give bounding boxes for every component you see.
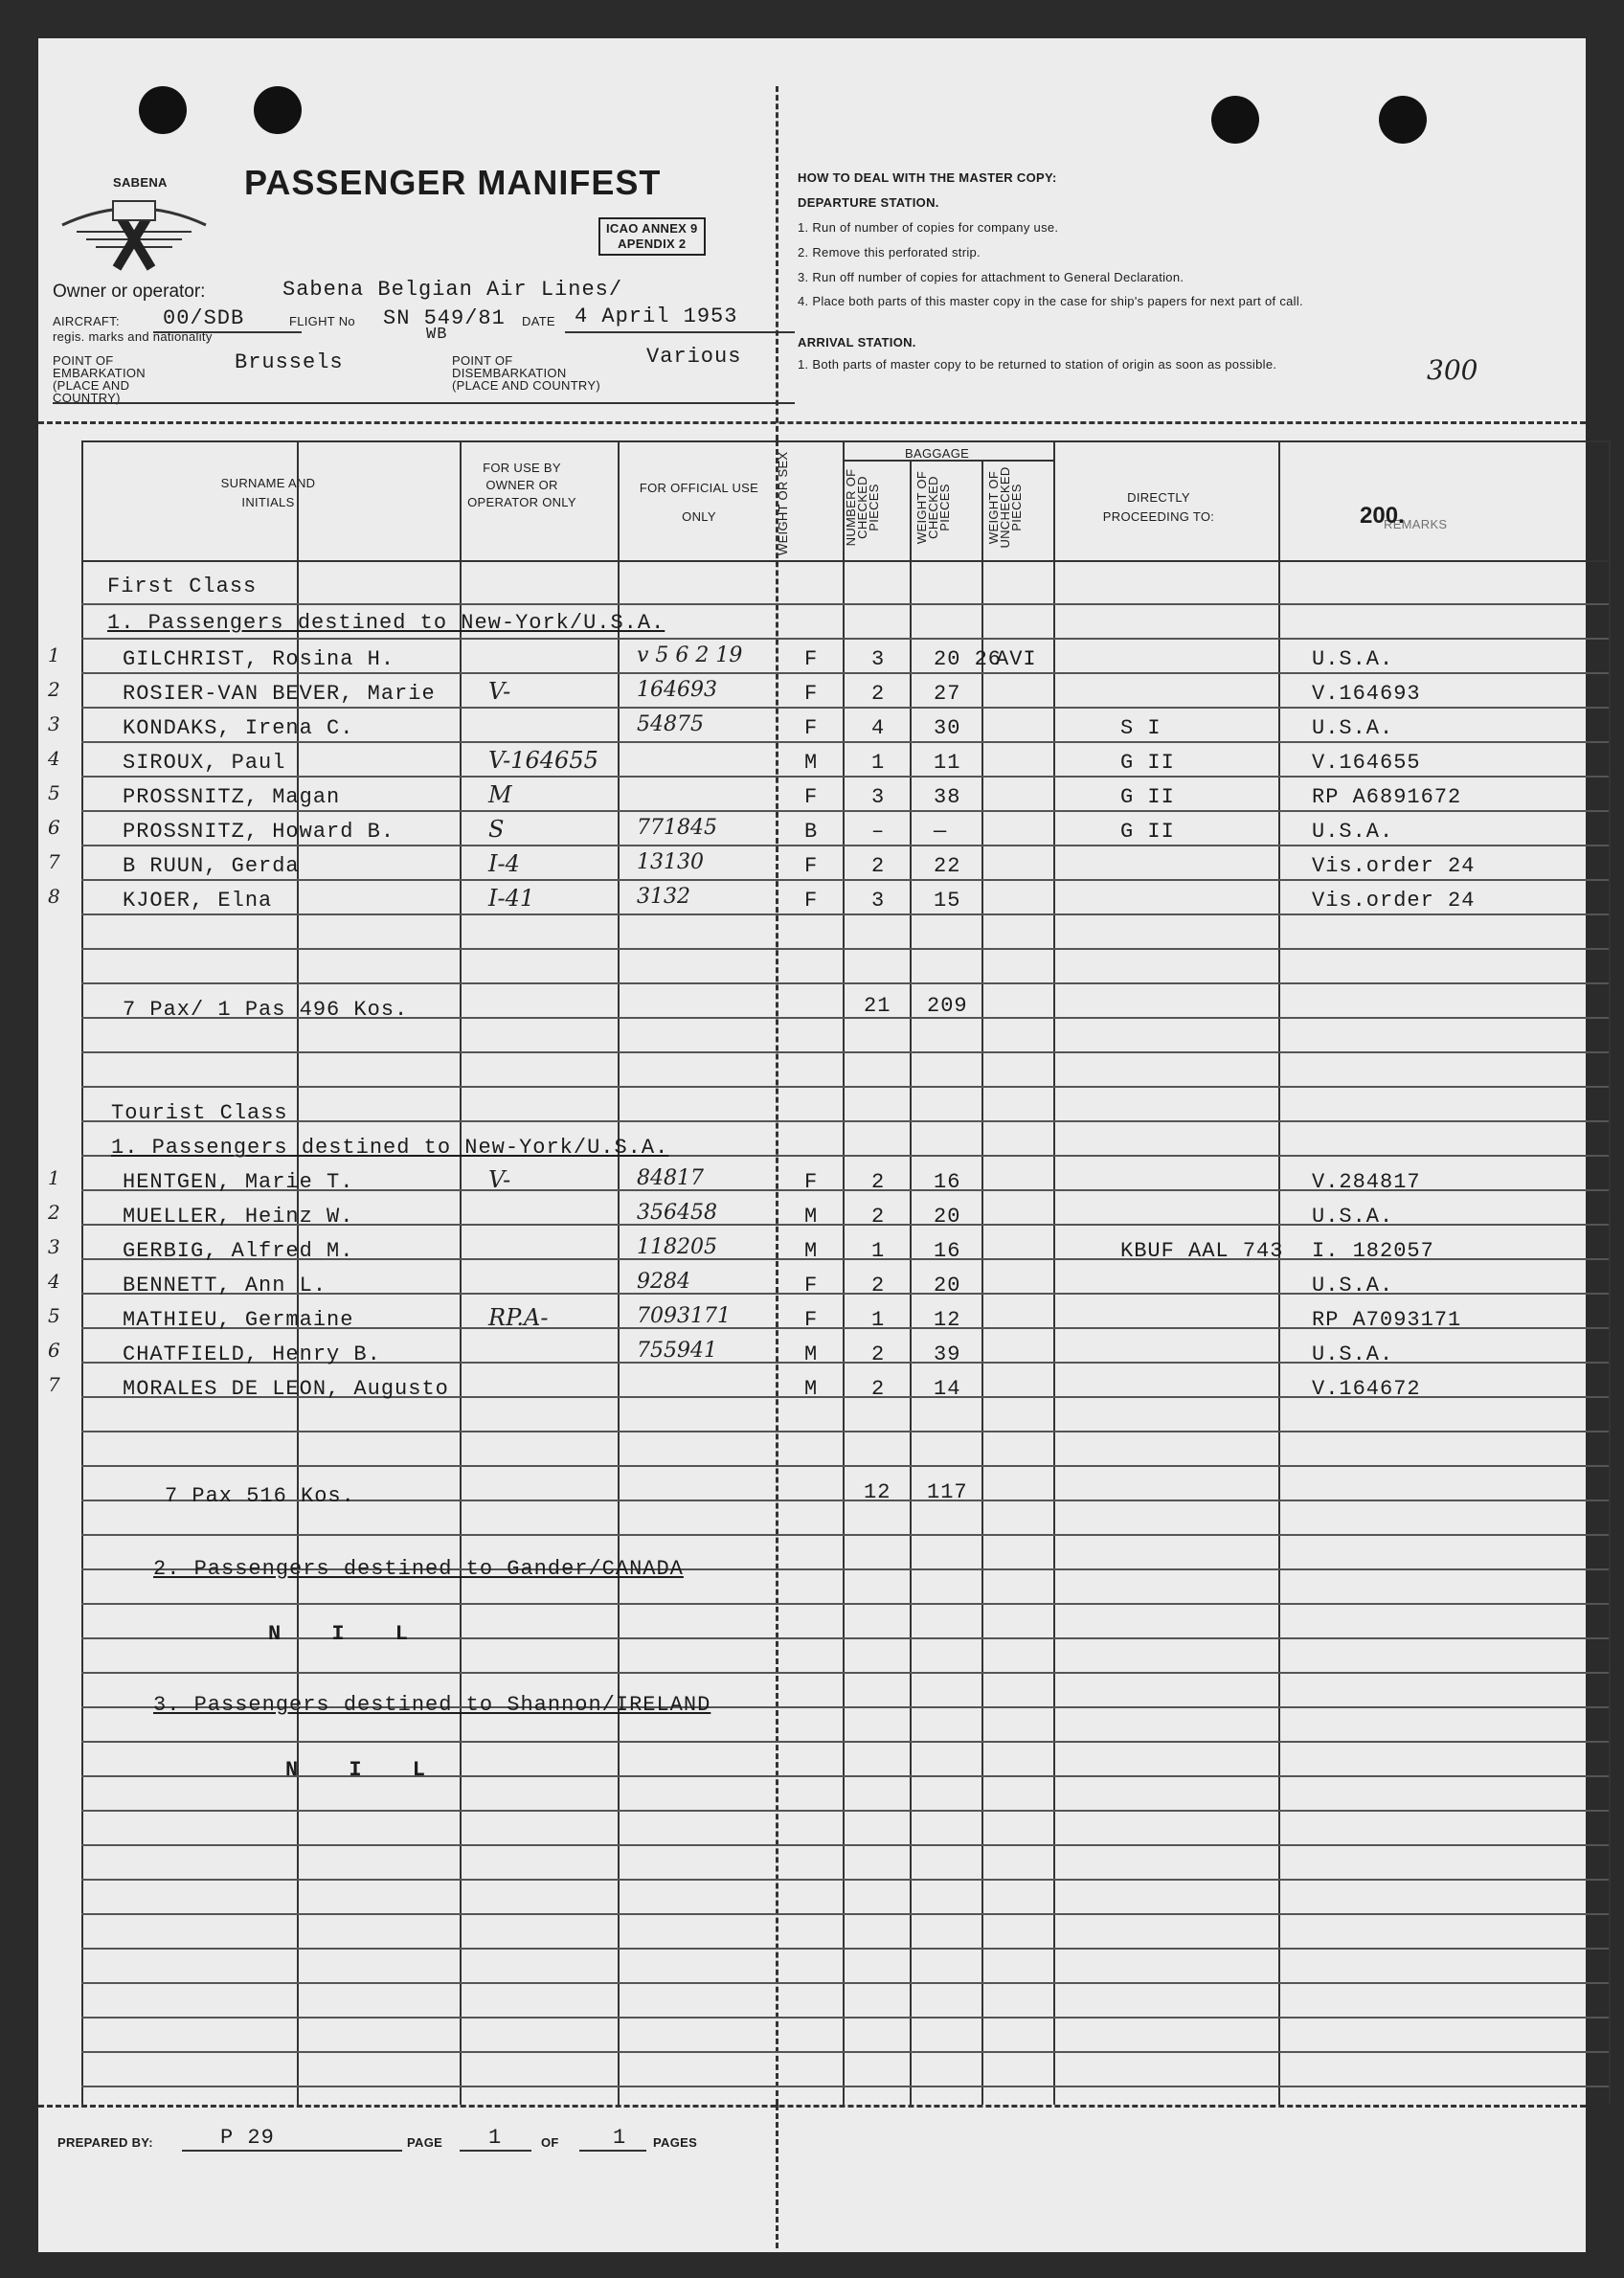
cell-official: 13130 <box>637 850 704 874</box>
cell-weight: 12 <box>934 1308 961 1332</box>
cell-name: GILCHRIST, Rosina H. <box>123 647 395 671</box>
cell-pieces: 3 <box>871 647 886 671</box>
first-class-total-pieces: 21 <box>864 994 891 1018</box>
cell-pieces: 2 <box>871 1342 886 1366</box>
cell-owner: I-41 <box>488 885 535 912</box>
icao-line1: ICAO ANNEX 9 <box>606 221 698 236</box>
ruled-lines <box>81 38 1609 2145</box>
cell-weight: 20 <box>934 1205 961 1229</box>
aircraft-value: 00/SDB <box>163 306 245 330</box>
cell-official: 9284 <box>637 1270 690 1294</box>
cell-official: 755941 <box>637 1339 717 1363</box>
shannon-dest: 3. Passengers destined to Shannon/IRELAND <box>153 1693 711 1717</box>
cell-weight: 20 26 <box>934 647 1003 671</box>
cell-n: 7 <box>48 1373 60 1396</box>
tourist-class-total: 7 Pax 516 Kos. <box>165 1484 355 1508</box>
cell-pieces: 2 <box>871 854 886 878</box>
cell-owner: V- <box>488 678 511 705</box>
cell-sex: M <box>804 751 819 775</box>
col-owner-header: FOR USE BY OWNER OR OPERATOR ONLY <box>467 461 576 509</box>
cell-remarks: RP A7093171 <box>1312 1308 1462 1332</box>
col-name-header: SURNAME AND INITIALS <box>220 476 316 509</box>
cell-name: SIROUX, Paul <box>123 751 286 775</box>
cell-n: 4 <box>48 1270 60 1293</box>
cell-pieces: 3 <box>871 889 886 913</box>
cell-direct: G II <box>1120 751 1175 775</box>
cell-direct: G II <box>1120 785 1175 809</box>
cell-pieces: 2 <box>871 1170 886 1194</box>
instructions-title: HOW TO DEAL WITH THE MASTER COPY: <box>798 170 1057 185</box>
col-official-header: FOR OFFICIAL USE ONLY <box>639 481 759 524</box>
prepared-label: PREPARED BY: <box>57 2135 153 2150</box>
instructions-departure: DEPARTURE STATION. <box>798 195 939 210</box>
first-class-total-weight: 209 <box>927 994 968 1018</box>
cell-name: MORALES DE LEON, Augusto <box>123 1377 449 1401</box>
instructions-step3: 3. Run off number of copies for attachment to General Declaration. <box>798 270 1184 284</box>
cell-owner: M <box>488 781 512 808</box>
page-value: 1 <box>488 2126 503 2150</box>
cell-direct: S I <box>1120 716 1162 740</box>
disembark-value: Various <box>646 345 742 369</box>
manifest-sheet <box>38 38 1586 2252</box>
cell-official: 54875 <box>637 712 704 736</box>
cell-weight: 39 <box>934 1342 961 1366</box>
cell-pieces: 2 <box>871 682 886 706</box>
logo-text: SABENA <box>113 175 168 190</box>
cell-remarks: V.164672 <box>1312 1377 1421 1401</box>
col-directly-header: DIRECTLY PROCEEDING TO: <box>1102 490 1215 524</box>
pages-label: PAGES <box>653 2135 698 2150</box>
cell-pieces: 2 <box>871 1205 886 1229</box>
cell-remarks: V.284817 <box>1312 1170 1421 1194</box>
embark-label: POINT OF EMBARKATION (PLACE AND COUNTRY) <box>53 353 146 405</box>
cell-sex: F <box>804 889 819 913</box>
cell-pieces: 1 <box>871 1308 886 1332</box>
cell-name: MATHIEU, Germaine <box>123 1308 354 1332</box>
instructions-step4: 4. Place both parts of this master copy in the case for ship's papers for next part of call. <box>798 294 1303 308</box>
cell-weight: 11 <box>934 751 961 775</box>
tourist-class-dest: 1. Passengers destined to New-York/U.S.A. <box>111 1136 669 1160</box>
cell-remarks: V.164655 <box>1312 751 1421 775</box>
first-class-total: 7 Pax/ 1 Pas 496 Kos. <box>123 998 409 1022</box>
first-class-dest: 1. Passengers destined to New-York/U.S.A. <box>107 611 665 635</box>
cell-remarks: Vis.order 24 <box>1312 854 1476 878</box>
cell-name: B RUUN, Gerda <box>123 854 300 878</box>
cell-official: 771845 <box>637 816 717 840</box>
cell-sex: F <box>804 785 819 809</box>
cell-sex: B <box>804 820 819 844</box>
cell-sex: M <box>804 1239 819 1263</box>
page-title: PASSENGER MANIFEST <box>244 163 662 202</box>
instructions-arrival1: 1. Both parts of master copy to be returned to station of origin as soon as possible. <box>798 357 1277 372</box>
cell-pieces: 1 <box>871 751 886 775</box>
cell-weight: 15 <box>934 889 961 913</box>
col-weight-unchecked-header: WEIGHT OF UNCHECKED PIECES <box>986 466 1024 549</box>
cell-name: PROSSNITZ, Howard B. <box>123 820 395 844</box>
instructions-step1: 1. Run of number of copies for company use. <box>798 220 1059 235</box>
cell-owner: V- <box>488 1166 511 1193</box>
cell-name: PROSSNITZ, Magan <box>123 785 341 809</box>
cell-official: 164693 <box>637 678 717 702</box>
cell-name: ROSIER-VAN BEVER, Marie <box>123 682 436 706</box>
gander-dest: 2. Passengers destined to Gander/CANADA <box>153 1557 684 1581</box>
cell-n: 5 <box>48 781 60 804</box>
cell-remarks: Vis.order 24 <box>1312 889 1476 913</box>
tourist-class-total-pieces: 12 <box>864 1480 891 1504</box>
flight-sub: WB <box>426 326 448 344</box>
cell-sex: M <box>804 1377 819 1401</box>
cell-n: 2 <box>48 1201 60 1224</box>
cell-weight: 14 <box>934 1377 961 1401</box>
cell-name: CHATFIELD, Henry B. <box>123 1342 381 1366</box>
cell-n: 5 <box>48 1304 60 1327</box>
cell-remarks: U.S.A. <box>1312 820 1394 844</box>
cell-pieces: 2 <box>871 1274 886 1297</box>
cell-name: KJOER, Elna <box>123 889 273 913</box>
cell-unchecked: AVI <box>996 647 1037 671</box>
cell-n: 6 <box>48 1339 60 1362</box>
cell-official: 84817 <box>637 1166 704 1190</box>
cell-owner: RP.A- <box>488 1304 549 1331</box>
cell-weight: 16 <box>934 1170 961 1194</box>
cell-pieces: 4 <box>871 716 886 740</box>
page-label: PAGE <box>407 2135 443 2150</box>
cell-pieces: 2 <box>871 1377 886 1401</box>
cell-sex: F <box>804 1274 819 1297</box>
cell-n: 4 <box>48 747 60 770</box>
shannon-nil: N I L <box>285 1758 445 1782</box>
tourist-class-heading: Tourist Class <box>111 1101 288 1125</box>
cell-pieces: 3 <box>871 785 886 809</box>
cell-weight: 16 <box>934 1239 961 1263</box>
cell-remarks: U.S.A. <box>1312 1205 1394 1229</box>
cell-sex: F <box>804 1308 819 1332</box>
instructions-step2: 2. Remove this perforated strip. <box>798 245 981 259</box>
cell-n: 2 <box>48 678 60 701</box>
disembark-label: POINT OF DISEMBARKATION (PLACE AND COUNTRY) <box>452 353 600 393</box>
cell-remarks: U.S.A. <box>1312 647 1394 671</box>
cell-direct: G II <box>1120 820 1175 844</box>
col-weight-checked-header: WEIGHT OF CHECKED PIECES <box>914 470 952 545</box>
cell-weight: 20 <box>934 1274 961 1297</box>
instructions-arrival: ARRIVAL STATION. <box>798 335 916 350</box>
cell-n: 7 <box>48 850 60 873</box>
cell-sex: F <box>804 716 819 740</box>
cell-n: 3 <box>48 712 60 735</box>
cell-sex: F <box>804 647 819 671</box>
col-remarks-stamp: 200. <box>1360 503 1405 529</box>
owner-label: Owner or operator: <box>53 282 206 302</box>
cell-official: 118205 <box>637 1235 717 1259</box>
handwritten-note: 300 <box>1427 354 1478 386</box>
cell-weight: 22 <box>934 854 961 878</box>
first-class-heading: First Class <box>107 575 258 598</box>
cell-remarks: V.164693 <box>1312 682 1421 706</box>
cell-name: MUELLER, Heinz W. <box>123 1205 354 1229</box>
embark-value: Brussels <box>235 350 344 374</box>
aircraft-sub: regis. marks and nationality <box>53 329 213 344</box>
owner-value: Sabena Belgian Air Lines/ <box>282 278 623 302</box>
of-label: OF <box>541 2135 559 2150</box>
cell-n: 1 <box>48 1166 60 1189</box>
cell-n: 6 <box>48 816 60 839</box>
cell-sex: M <box>804 1205 819 1229</box>
icao-line2: APENDIX 2 <box>618 237 687 251</box>
aircraft-label: AIRCRAFT: <box>53 314 120 328</box>
cell-weight: 38 <box>934 785 961 809</box>
flight-value: SN 549/81 <box>383 306 506 330</box>
cell-sex: F <box>804 1170 819 1194</box>
cell-sex: F <box>804 682 819 706</box>
cell-official: v 5 6 2 19 <box>637 643 743 667</box>
cell-official: 7093171 <box>637 1304 731 1328</box>
cell-owner: I-4 <box>488 850 520 877</box>
cell-direct: KBUF AAL 743 <box>1120 1239 1284 1263</box>
date-value: 4 April 1953 <box>575 304 738 328</box>
prepared-value: P 29 <box>220 2126 275 2150</box>
of-value: 1 <box>613 2126 627 2150</box>
cell-weight: — <box>934 820 948 844</box>
cell-n: 1 <box>48 643 60 666</box>
cell-name: KONDAKS, Irena C. <box>123 716 354 740</box>
tourist-class-total-weight: 117 <box>927 1480 968 1504</box>
cell-weight: 27 <box>934 682 961 706</box>
gander-nil: N I L <box>268 1622 428 1646</box>
cell-remarks: U.S.A. <box>1312 716 1394 740</box>
flight-label: FLIGHT No <box>289 314 355 328</box>
cell-name: HENTGEN, Marie T. <box>123 1170 354 1194</box>
cell-remarks: I. 182057 <box>1312 1239 1434 1263</box>
col-baggage-header: BAGGAGE <box>905 446 970 461</box>
cell-remarks: U.S.A. <box>1312 1274 1394 1297</box>
cell-weight: 30 <box>934 716 961 740</box>
cell-name: BENNETT, Ann L. <box>123 1274 327 1297</box>
cell-pieces: 1 <box>871 1239 886 1263</box>
cell-owner: V-164655 <box>488 747 598 774</box>
cell-remarks: RP A6891672 <box>1312 785 1462 809</box>
date-label: DATE <box>522 314 555 328</box>
cell-name: GERBIG, Alfred M. <box>123 1239 354 1263</box>
cell-official: 356458 <box>637 1201 717 1225</box>
cell-n: 8 <box>48 885 60 908</box>
cell-owner: S <box>488 816 505 843</box>
col-remarks-header: REMARKS <box>1384 517 1448 531</box>
cell-pieces: – <box>871 820 886 844</box>
cell-official: 3132 <box>637 885 690 909</box>
col-num-checked-header: NUMBER OF CHECKED PIECES <box>844 468 881 547</box>
cell-n: 3 <box>48 1235 60 1258</box>
cell-sex: M <box>804 1342 819 1366</box>
cell-sex: F <box>804 854 819 878</box>
cell-remarks: U.S.A. <box>1312 1342 1394 1366</box>
col-weight-sex-header: WEIGHT OR SEX <box>776 451 790 555</box>
